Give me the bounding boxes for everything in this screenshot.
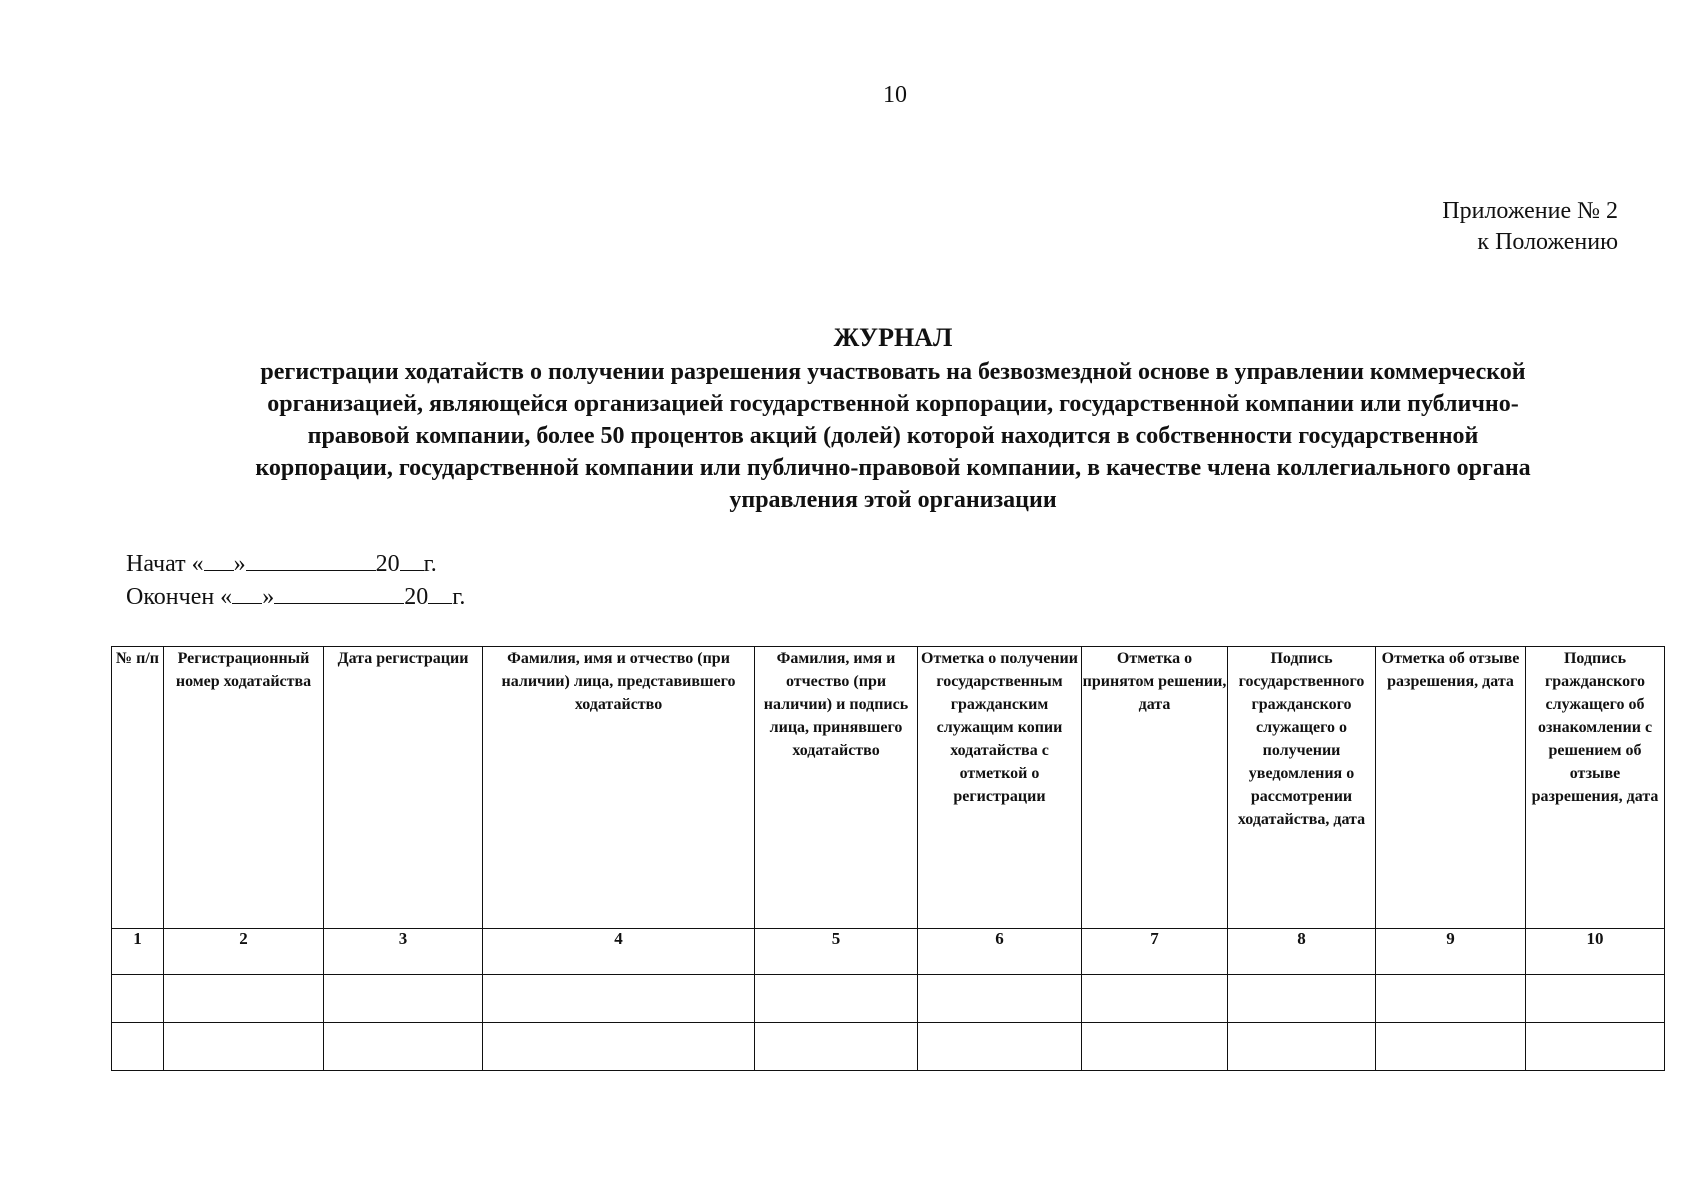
- table-cell: [1228, 1022, 1376, 1070]
- table-cell: [1228, 974, 1376, 1022]
- column-number: 7: [1082, 928, 1228, 974]
- table-cell: [1526, 1022, 1665, 1070]
- year-blank: [400, 548, 424, 571]
- column-header: Отметка о принятом решении, дата: [1082, 647, 1228, 929]
- table-cell: [483, 1022, 755, 1070]
- table-row: [112, 974, 1665, 1022]
- table-cell: [1376, 974, 1526, 1022]
- column-number: 2: [164, 928, 324, 974]
- column-number: 8: [1228, 928, 1376, 974]
- table-cell: [324, 1022, 483, 1070]
- column-header: Отметка об отзыве разрешения, дата: [1376, 647, 1526, 929]
- table-cell: [755, 1022, 918, 1070]
- column-number: 10: [1526, 928, 1665, 974]
- table-cell: [324, 974, 483, 1022]
- table-cell: [1526, 974, 1665, 1022]
- date-started-suffix: г.: [423, 551, 437, 577]
- day-blank: [204, 548, 234, 571]
- appendix-note: [1442, 196, 1618, 258]
- title-subtitle-line: управления этой организации: [729, 487, 1057, 513]
- column-number: 4: [483, 928, 755, 974]
- appendix-line-2: к Положению: [1477, 229, 1618, 255]
- column-header: № п/п: [112, 647, 164, 929]
- column-header: Подпись гражданского служащего об ознакомлении с решением об отзыве разрешения, дата: [1526, 647, 1665, 929]
- column-header: Отметка о получении государственным гражданским служащим копии ходатайства с отметкой о регистрации: [918, 647, 1082, 929]
- column-header: Дата регистрации: [324, 647, 483, 929]
- table-header-row: [112, 647, 1665, 929]
- page-number: 10: [883, 82, 907, 108]
- column-number: 1: [112, 928, 164, 974]
- date-started-prefix: Начат «: [126, 551, 204, 577]
- journal-table: [111, 646, 1665, 1071]
- table-cell: [112, 974, 164, 1022]
- table-cell: [1082, 1022, 1228, 1070]
- column-number: 5: [755, 928, 918, 974]
- date-ended: [126, 581, 465, 614]
- column-header: Фамилия, имя и отчество (при наличии) лица, представившего ходатайство: [483, 647, 755, 929]
- column-number: 9: [1376, 928, 1526, 974]
- date-started-year: 20: [375, 551, 400, 577]
- table-cell: [164, 1022, 324, 1070]
- title-subtitle-line: корпорации, государственной компании или публично-правовой компании, в качестве члена коллегиального органа: [255, 455, 1531, 481]
- date-ended-suffix: г.: [452, 584, 466, 610]
- document-title: [128, 322, 1658, 516]
- day-blank: [232, 581, 262, 604]
- table-cell: [112, 1022, 164, 1070]
- date-started: [126, 548, 465, 581]
- date-ended-year: 20: [404, 584, 429, 610]
- month-blank: [274, 581, 404, 604]
- table-cell: [483, 974, 755, 1022]
- year-blank: [428, 581, 452, 604]
- table-cell: [755, 974, 918, 1022]
- title-subtitle-line: организацией, являющейся организацией государственной корпорации, государственной компании или публично-: [267, 391, 1519, 417]
- journal-dates: [126, 548, 465, 614]
- table-row: [112, 1022, 1665, 1070]
- date-ended-mid: »: [262, 584, 275, 610]
- title-main: ЖУРНАЛ: [833, 323, 953, 352]
- date-ended-prefix: Окончен «: [126, 584, 233, 610]
- column-header: Подпись государственного гражданского служащего о получении уведомления о рассмотрении ходатайства, дата: [1228, 647, 1376, 929]
- appendix-line-1: Приложение № 2: [1442, 198, 1618, 224]
- month-blank: [246, 548, 376, 571]
- date-started-mid: »: [233, 551, 246, 577]
- column-number: 3: [324, 928, 483, 974]
- table-cell: [1082, 974, 1228, 1022]
- column-header: Регистрационный номер ходатайства: [164, 647, 324, 929]
- table-cell: [164, 974, 324, 1022]
- column-header: Фамилия, имя и отчество (при наличии) и подпись лица, принявшего ходатайство: [755, 647, 918, 929]
- title-subtitle-line: правовой компании, более 50 процентов акций (долей) которой находится в собственности государственной: [307, 423, 1479, 449]
- title-subtitle-line: регистрации ходатайств о получении разрешения участвовать на безвозмездной основе в управлении коммерческой: [260, 359, 1526, 385]
- column-number: 6: [918, 928, 1082, 974]
- table-cell: [918, 1022, 1082, 1070]
- table-cell: [918, 974, 1082, 1022]
- table-cell: [1376, 1022, 1526, 1070]
- column-number-row: [112, 928, 1665, 974]
